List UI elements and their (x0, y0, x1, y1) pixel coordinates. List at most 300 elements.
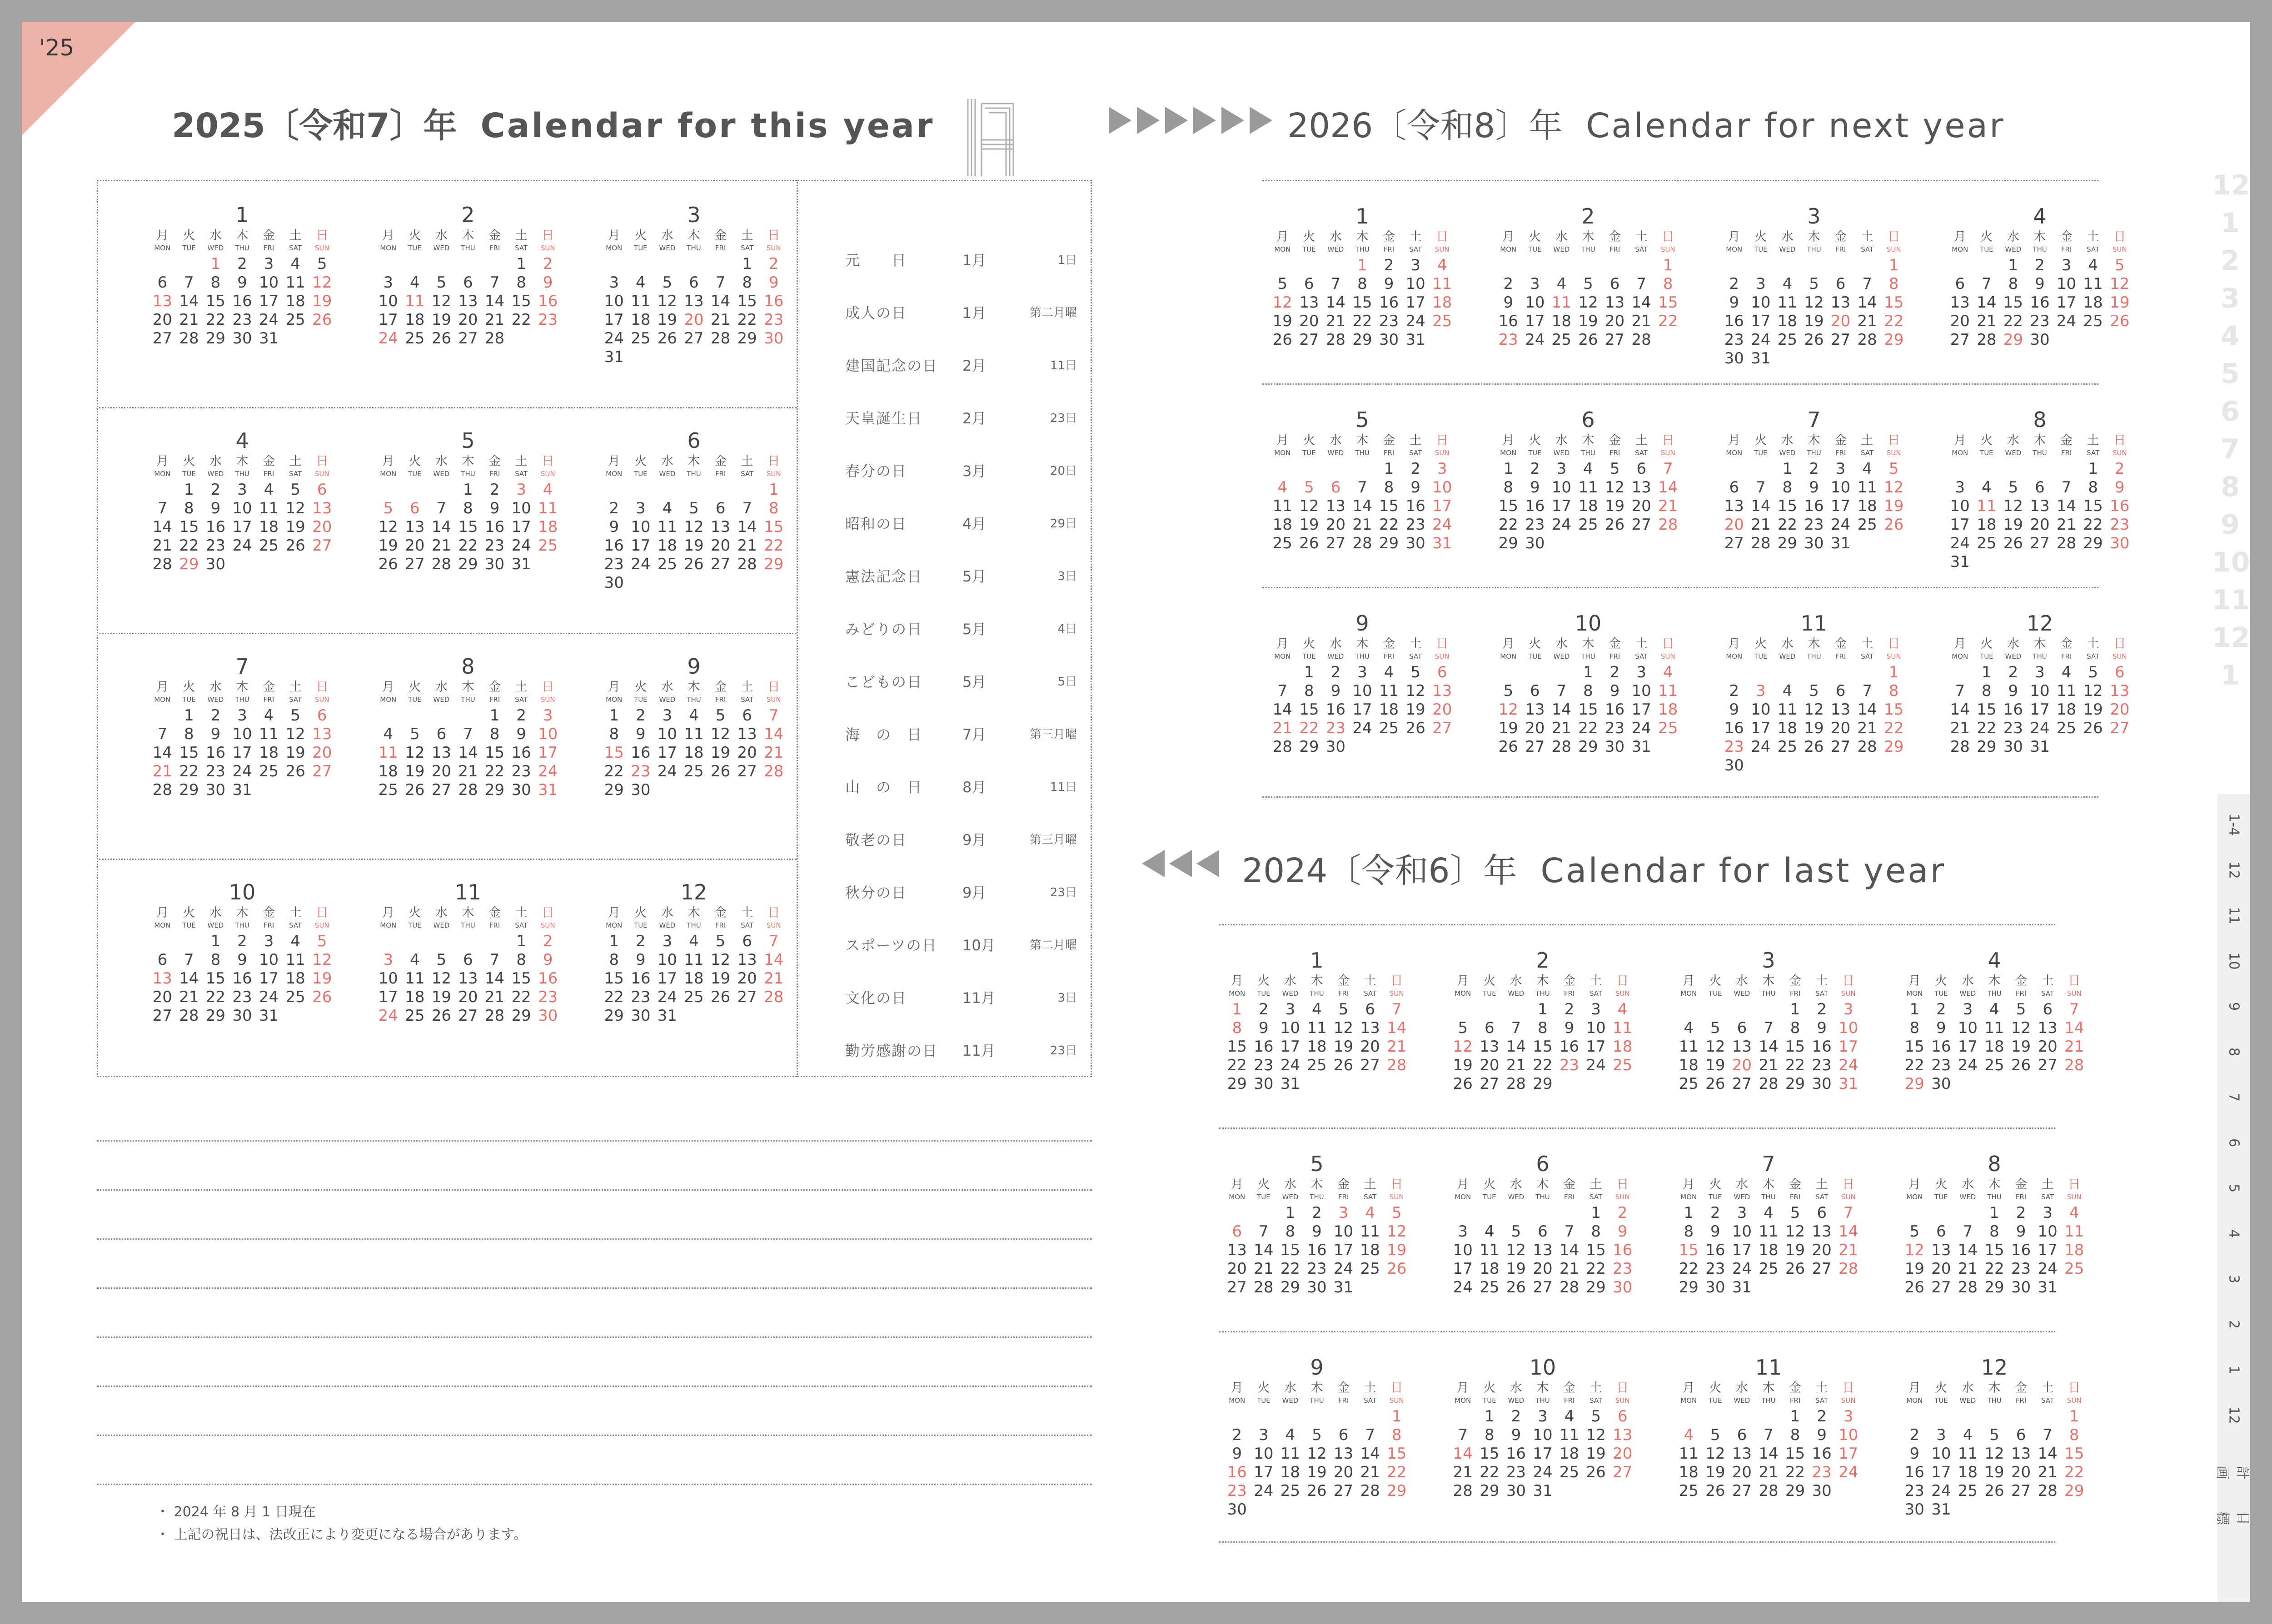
day-cell: 18 (657, 536, 678, 555)
weekday-jp: 土 (741, 454, 753, 468)
day-cell: 6 (1437, 663, 1447, 681)
day-cell: 7 (463, 725, 473, 743)
weekday-jp: 土 (1861, 637, 1873, 651)
day-cell: 22 (1480, 1463, 1500, 1481)
day-cell: 23 (2011, 1260, 2031, 1278)
weekday-en: THU (1355, 449, 1370, 457)
weekday-jp: 月 (1502, 230, 1515, 244)
day-cell: 6 (1538, 1222, 1548, 1241)
weekday-en: WED (1508, 989, 1525, 998)
day-cell: 8 (463, 499, 473, 517)
day-cell: 15 (1777, 497, 1798, 515)
day-cell: 8 (1357, 275, 1367, 293)
day-cell: 22 (179, 762, 199, 780)
day-cell: 19 (2011, 1038, 2031, 1056)
day-blank (1729, 1000, 1755, 1019)
holiday-row (845, 881, 1081, 904)
day-blank (1224, 1204, 1251, 1222)
weekday-row-jp (149, 454, 335, 469)
day-cell: 6 (1835, 275, 1846, 293)
side-tab[interactable]: 4 (2226, 1229, 2242, 1238)
weekday-jp: 金 (2015, 974, 2028, 988)
day-cell: 16 (1931, 1038, 1951, 1056)
side-tab[interactable]: 11 (2226, 907, 2242, 924)
day-cell: 4 (1556, 275, 1567, 293)
weekday-jp: 火 (1980, 637, 1993, 651)
side-tab[interactable]: 5 (2226, 1183, 2242, 1193)
day-cell: 27 (1613, 1463, 1633, 1481)
index-number: 5 (2221, 358, 2240, 390)
weekday-jp: 金 (263, 228, 275, 243)
weekday-en: WED (2005, 245, 2022, 253)
next-year-title: Calendar for next year (1586, 106, 2005, 145)
side-tab[interactable]: 12 (2226, 1406, 2242, 1424)
weekday-row-en (601, 469, 787, 479)
day-cell: 1 (609, 932, 619, 950)
day-cell: 18 (405, 311, 425, 329)
weekday-jp: 水 (435, 680, 448, 694)
day-cell: 20 (1480, 1056, 1500, 1074)
weekday-jp: 土 (1364, 1381, 1376, 1395)
day-cell: 11 (405, 292, 425, 310)
day-cell: 16 (1812, 1445, 1832, 1463)
weekday-jp: 金 (1563, 1177, 1576, 1192)
day-cell: 27 (2110, 719, 2130, 737)
day-cell: 4 (1663, 663, 1673, 681)
day-blank (375, 706, 402, 725)
month-number: 10 (1574, 611, 1602, 636)
day-cell: 7 (1843, 1204, 1853, 1222)
weekday-row-jp (149, 906, 335, 920)
day-cell: 28 (1453, 1482, 1473, 1500)
day-cell: 3 (1538, 1407, 1548, 1425)
side-tab[interactable]: 12 (2226, 861, 2242, 879)
day-cell: 26 (1804, 738, 1824, 756)
holiday-day: 1日 (1057, 253, 1077, 267)
day-cell: 10 (1931, 1445, 1951, 1463)
side-tab[interactable]: 1 (2226, 1365, 2242, 1375)
weekday-jp: 木 (1988, 1177, 2001, 1192)
index-number: 12 (2212, 622, 2250, 654)
side-tab[interactable]: 目標 (2214, 1511, 2250, 1525)
weekday-row-jp (1495, 433, 1681, 448)
day-cell: 19 (684, 536, 704, 555)
weekday-en: SAT (1589, 1396, 1603, 1405)
day-cell: 18 (1958, 1463, 1978, 1481)
weekday-jp: 木 (1310, 1381, 1323, 1395)
day-blank (1269, 663, 1296, 682)
day-cell: 21 (179, 988, 199, 1006)
day-cell: 13 (1299, 293, 1319, 312)
weekday-en: WED (2005, 449, 2022, 457)
day-cell: 28 (1272, 738, 1292, 756)
day-cell: 31 (604, 348, 624, 366)
side-tab[interactable]: 計画 (2214, 1466, 2250, 1480)
weekday-row-jp (1721, 637, 1907, 651)
day-cell: 28 (1751, 534, 1771, 552)
weekday-jp: 月 (1231, 974, 1243, 988)
day-cell: 19 (710, 969, 731, 988)
weekday-jp: 土 (1635, 230, 1648, 244)
day-cell: 18 (259, 518, 279, 536)
day-grid (1721, 460, 1907, 553)
day-cell: 13 (312, 725, 332, 743)
day-cell: 27 (1333, 1482, 1354, 1500)
day-cell: 1 (1782, 460, 1793, 478)
day-cell: 10 (631, 518, 651, 536)
day-cell: 22 (1984, 1260, 2004, 1278)
month-block (601, 201, 787, 367)
day-cell: 4 (1285, 1426, 1295, 1444)
day-cell: 15 (1658, 293, 1678, 312)
weekday-row-jp (375, 906, 561, 920)
day-cell: 5 (1888, 460, 1899, 478)
day-cell: 17 (378, 311, 398, 329)
weekday-en: SAT (2041, 1396, 2054, 1405)
side-tab[interactable]: 9 (2226, 1002, 2242, 1011)
day-cell: 12 (2011, 1019, 2031, 1037)
day-blank (1224, 1407, 1251, 1426)
weekday-jp: 日 (1842, 1177, 1855, 1192)
weekday-en: FRI (715, 695, 726, 704)
weekday-row-en (1675, 1192, 1862, 1202)
weekday-en: FRI (263, 921, 274, 929)
day-cell: 19 (285, 744, 305, 762)
day-cell: 22 (1977, 719, 1997, 737)
day-cell: 21 (1759, 1463, 1779, 1481)
day-cell: 14 (1453, 1445, 1473, 1463)
day-cell: 28 (764, 988, 784, 1006)
day-cell: 7 (715, 273, 726, 292)
weekday-jp: 水 (1781, 433, 1794, 447)
weekday-jp: 火 (1980, 433, 1993, 447)
day-blank (1330, 1407, 1357, 1426)
day-blank (1503, 1204, 1530, 1222)
weekday-jp: 火 (1257, 1177, 1270, 1192)
day-grid (601, 255, 787, 367)
weekday-en: SUN (1841, 1396, 1856, 1405)
day-cell: 7 (1963, 1222, 1973, 1241)
weekday-en: SAT (1815, 1193, 1829, 1201)
day-blank (1947, 256, 1973, 275)
day-blank (1495, 256, 1522, 275)
day-cell: 17 (1839, 1445, 1858, 1463)
weekday-en: MON (1274, 652, 1291, 661)
day-cell: 1 (2069, 1407, 2079, 1425)
day-cell: 9 (636, 725, 646, 743)
weekday-row-en (1947, 244, 2133, 254)
day-cell: 10 (1839, 1426, 1858, 1444)
day-cell: 21 (1272, 719, 1292, 737)
day-cell: 2 (1410, 460, 1420, 478)
day-cell: 10 (1333, 1222, 1354, 1241)
weekday-row-en (601, 243, 787, 253)
weekday-jp: 金 (1563, 1381, 1576, 1395)
day-cell: 7 (1330, 275, 1341, 293)
weekday-jp: 火 (183, 228, 195, 243)
day-cell: 2 (1909, 1426, 1920, 1444)
day-cell: 2 (1511, 1407, 1521, 1425)
day-cell: 8 (516, 273, 526, 292)
day-cell: 2 (210, 706, 221, 725)
day-cell: 10 (1958, 1019, 1978, 1037)
weekday-jp: 金 (714, 454, 727, 468)
day-blank (176, 255, 203, 273)
day-cell: 1 (184, 706, 194, 725)
day-cell: 3 (1636, 663, 1646, 681)
month-number: 1 (235, 203, 249, 227)
day-cell: 25 (657, 555, 678, 573)
side-tab[interactable]: 1-4 (2226, 814, 2242, 836)
day-cell: 11 (538, 499, 558, 517)
day-cell: 29 (179, 781, 199, 799)
day-cell: 14 (1958, 1241, 1978, 1259)
month-block (1947, 610, 2133, 756)
this-year-title: Calendar for this year (480, 106, 935, 145)
day-cell: 23 (2003, 719, 2023, 737)
day-cell: 2 (489, 481, 500, 499)
day-cell: 8 (2088, 478, 2098, 497)
side-tab[interactable]: 8 (2226, 1047, 2242, 1057)
side-tab[interactable]: 7 (2226, 1093, 2242, 1102)
day-cell: 15 (511, 969, 531, 988)
day-cell: 30 (2011, 1278, 2031, 1296)
weekday-en: TUE (634, 921, 648, 929)
day-cell: 25 (2083, 312, 2103, 330)
day-cell: 24 (1950, 534, 1970, 552)
day-cell: 5 (290, 481, 300, 499)
day-cell: 13 (1360, 1019, 1380, 1037)
day-cell: 1 (609, 706, 619, 725)
month-number: 11 (454, 880, 482, 904)
side-tab[interactable]: 3 (2226, 1274, 2242, 1284)
day-cell: 11 (684, 725, 704, 743)
day-cell: 29 (604, 1007, 624, 1025)
weekday-en: MON (1500, 449, 1517, 457)
day-cell: 22 (764, 536, 784, 555)
weekday-en: THU (461, 470, 475, 478)
day-cell: 3 (1843, 1407, 1853, 1425)
weekday-jp: 火 (1754, 230, 1767, 244)
weekday-jp: 日 (542, 680, 554, 694)
day-cell: 10 (1830, 478, 1851, 497)
day-cell: 23 (232, 988, 252, 1006)
day-cell: 8 (1888, 275, 1899, 293)
weekday-en: FRI (2061, 652, 2072, 661)
month-number: 7 (1807, 407, 1821, 432)
day-cell: 22 (604, 988, 624, 1006)
weekday-en: WED (1553, 449, 1570, 457)
month-number: 10 (1529, 1355, 1556, 1380)
index-number: 10 (2212, 546, 2250, 578)
day-cell: 19 (1804, 312, 1824, 330)
day-blank (481, 255, 508, 273)
day-cell: 16 (1804, 497, 1824, 515)
day-blank (1628, 256, 1655, 275)
day-cell: 1 (1790, 1000, 1800, 1018)
day-cell: 2 (543, 255, 553, 273)
day-cell: 23 (1254, 1056, 1274, 1074)
day-cell: 11 (285, 951, 305, 969)
day-cell: 20 (1732, 1056, 1752, 1074)
day-cell: 29 (764, 555, 784, 573)
side-tab[interactable]: 6 (2226, 1138, 2242, 1147)
day-cell: 3 (1259, 1426, 1269, 1444)
day-cell: 23 (538, 988, 558, 1006)
memo-line (97, 1189, 1092, 1191)
weekday-jp: 月 (1953, 433, 1966, 447)
day-cell: 8 (210, 273, 221, 292)
day-cell: 27 (2038, 1056, 2058, 1074)
day-cell: 15 (1904, 1038, 1924, 1056)
weekday-en: MON (154, 470, 171, 478)
day-cell: 19 (405, 762, 425, 780)
weekday-en: THU (1581, 449, 1595, 457)
day-cell: 31 (1839, 1075, 1858, 1093)
day-cell: 17 (1931, 1463, 1951, 1481)
weekday-jp: 日 (542, 228, 554, 243)
day-blank (402, 932, 428, 951)
weekday-jp: 日 (1436, 230, 1449, 244)
weekday-en: SAT (1364, 1396, 1377, 1405)
day-cell: 26 (1586, 1463, 1606, 1481)
day-cell: 20 (312, 744, 332, 762)
day-cell: 27 (1931, 1278, 1951, 1296)
day-blank (1774, 663, 1801, 682)
day-cell: 5 (1410, 663, 1420, 681)
day-cell: 30 (1227, 1500, 1247, 1519)
month-block (1269, 406, 1455, 553)
day-cell: 26 (1578, 331, 1598, 349)
day-cell: 12 (1804, 293, 1824, 312)
day-cell: 26 (312, 988, 332, 1006)
day-blank (681, 255, 708, 273)
side-tab[interactable]: 10 (2226, 952, 2242, 970)
day-cell: 10 (1631, 682, 1651, 700)
day-cell: 29 (1586, 1278, 1606, 1296)
day-cell: 18 (1559, 1445, 1579, 1463)
holiday-row (845, 776, 1081, 799)
weekday-jp: 木 (2033, 230, 2046, 244)
day-cell: 17 (378, 988, 398, 1006)
day-cell: 23 (1931, 1056, 1951, 1074)
weekday-jp: 日 (316, 680, 329, 694)
day-cell: 12 (684, 518, 704, 536)
weekday-jp: 金 (1563, 974, 1576, 988)
day-cell: 4 (1564, 1407, 1574, 1425)
day-cell: 13 (1732, 1038, 1752, 1056)
weekday-en: WED (659, 470, 676, 478)
weekday-row-jp (375, 228, 561, 243)
day-cell: 30 (232, 329, 252, 348)
day-cell: 4 (1437, 256, 1447, 274)
weekday-row-en (1224, 1192, 1410, 1202)
day-cell: 12 (1498, 700, 1518, 719)
day-cell: 20 (405, 536, 425, 555)
day-blank (1854, 663, 1881, 682)
weekday-jp: 土 (741, 228, 753, 243)
weekday-jp: 金 (714, 906, 727, 920)
weekday-jp: 月 (608, 454, 620, 468)
day-cell: 22 (1498, 516, 1518, 534)
month-block (1901, 1150, 2088, 1297)
day-cell: 22 (1785, 1463, 1805, 1481)
day-cell: 10 (378, 292, 398, 310)
day-cell: 5 (1304, 478, 1314, 497)
weekday-row-en (1269, 244, 1455, 254)
day-cell: 14 (1857, 700, 1877, 719)
day-cell: 28 (1559, 1278, 1579, 1296)
weekday-jp: 火 (1709, 974, 1722, 988)
day-cell: 11 (1759, 1222, 1779, 1241)
weekday-row-jp (1269, 230, 1455, 244)
weekday-jp: 日 (316, 906, 329, 920)
holiday-name: 元 日 (845, 252, 907, 269)
day-cell: 14 (1387, 1019, 1407, 1037)
day-cell: 31 (1333, 1278, 1354, 1296)
day-cell: 12 (1904, 1241, 1924, 1259)
weekday-jp: 火 (409, 680, 421, 694)
day-cell: 16 (1325, 700, 1346, 719)
day-cell: 15 (737, 292, 757, 310)
day-cell: 31 (1533, 1482, 1553, 1500)
day-cell: 7 (1862, 275, 1872, 293)
day-cell: 23 (2110, 516, 2130, 534)
day-cell: 20 (1325, 516, 1346, 534)
day-cell: 1 (1485, 1407, 1495, 1425)
day-cell: 12 (2110, 275, 2130, 293)
weekday-en: WED (1553, 245, 1570, 253)
day-cell: 6 (715, 499, 726, 517)
day-cell: 11 (1977, 497, 1997, 515)
month-number: 7 (1762, 1152, 1775, 1176)
weekday-row-en (1901, 988, 2088, 998)
day-cell: 10 (511, 499, 531, 517)
day-cell: 30 (232, 1007, 252, 1025)
day-cell: 2 (768, 255, 779, 273)
weekday-en: MON (154, 921, 171, 929)
holiday-day: 3日 (1057, 570, 1077, 583)
day-blank (1928, 1407, 1955, 1426)
weekday-en: THU (687, 921, 701, 929)
weekday-jp: 月 (156, 454, 169, 468)
row-divider (99, 633, 797, 634)
day-cell: 20 (1830, 719, 1851, 737)
side-tab[interactable]: 2 (2226, 1320, 2242, 1329)
weekday-en: MON (380, 470, 397, 478)
weekday-en: FRI (263, 695, 274, 704)
day-grid (1495, 460, 1681, 553)
day-cell: 31 (1950, 553, 1970, 571)
weekday-en: SAT (2087, 449, 2100, 457)
month-number: 9 (1310, 1355, 1324, 1380)
day-cell: 4 (290, 932, 300, 950)
day-cell: 24 (1751, 331, 1771, 349)
day-cell: 2 (1259, 1000, 1269, 1018)
weekday-en: TUE (1980, 449, 1993, 457)
day-cell: 24 (1254, 1482, 1274, 1500)
day-cell: 15 (2064, 1445, 2084, 1463)
weekday-en: FRI (715, 470, 726, 478)
weekday-row-jp (1901, 1381, 2088, 1396)
holiday-month: 5月 (962, 568, 987, 585)
weekday-en: FRI (1789, 1193, 1801, 1201)
weekday-row-jp (601, 454, 787, 469)
day-cell: 22 (1578, 719, 1598, 737)
weekday-en: THU (461, 695, 475, 704)
day-cell: 26 (2110, 312, 2130, 330)
day-cell: 14 (1839, 1222, 1858, 1241)
